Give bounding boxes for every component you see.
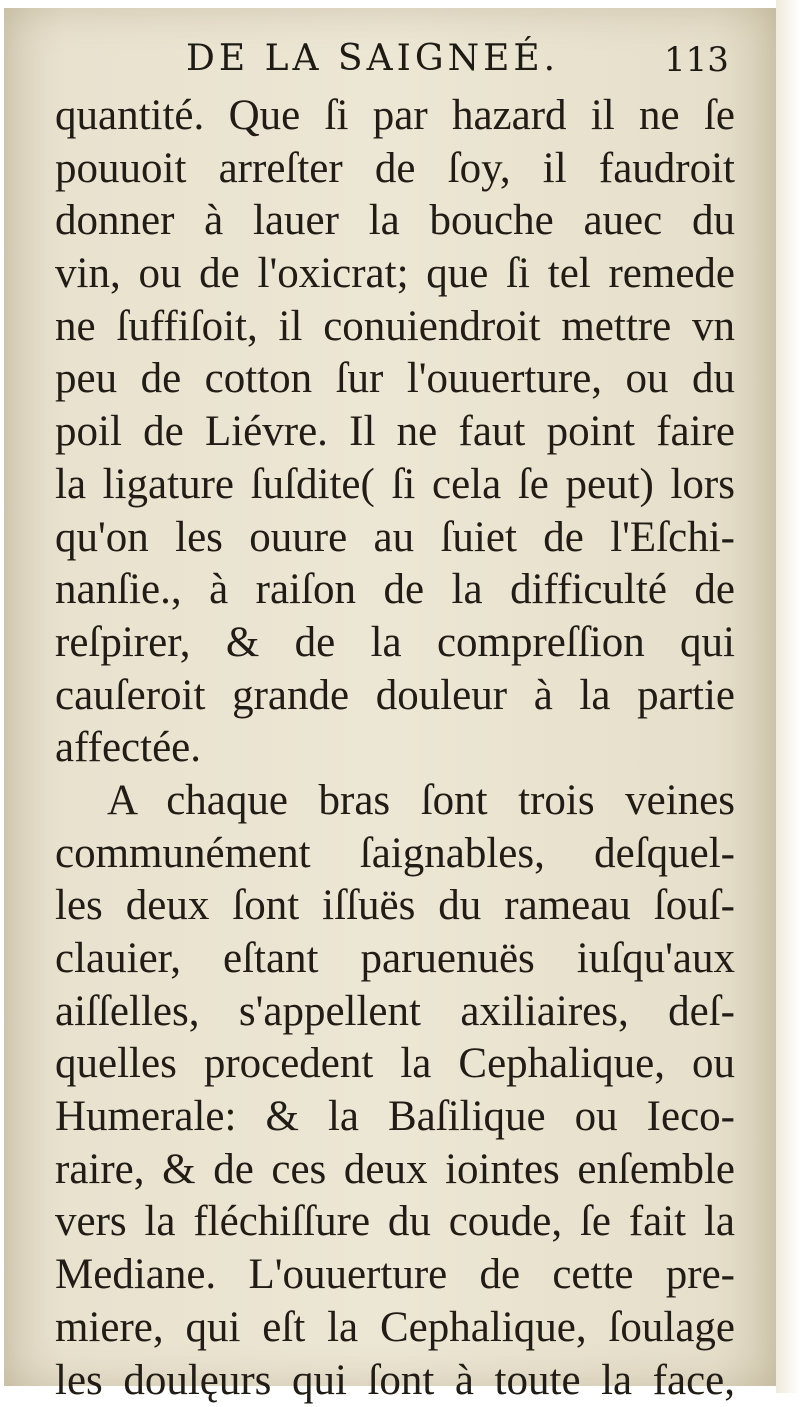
running-head: DE LA SAIGNEÉ. bbox=[186, 38, 559, 79]
text-line: reſpirer, & de la compreſſion qui bbox=[55, 617, 735, 670]
text-line: nanſie., à raiſon de la difficulté de bbox=[55, 564, 735, 617]
page-margin bbox=[776, 0, 800, 1393]
text-line: Mediane. L'ouuerture de cette pre- bbox=[55, 1249, 735, 1302]
text-line: miere, qui eſt la Cephalique, ſoulage bbox=[55, 1302, 735, 1355]
text-line: donner à lauer la bouche auec du bbox=[55, 195, 735, 248]
text-line: les doulęurs qui ſont à toute la face, bbox=[55, 1355, 735, 1407]
paragraph-start-line: A chaque bras ſont trois veines bbox=[55, 775, 735, 828]
text-line: pouuoit arreſter de ſoy, il faudroit bbox=[55, 143, 735, 196]
text-line: aiſſelles, s'appellent axiliaires, deſ- bbox=[55, 986, 735, 1039]
text-line: cauſeroit grande douleur à la partie bbox=[55, 670, 735, 723]
text-line: les deux ſont iſſuës du rameau ſouſ- bbox=[55, 880, 735, 933]
text-line: peu de cotton ſur l'ouuerture, ou du bbox=[55, 353, 735, 406]
page-number: 113 bbox=[664, 40, 729, 80]
text-line: Humerale: & la Baſilique ou Ieco- bbox=[55, 1091, 735, 1144]
text-line: quelles procedent la Cephalique, ou bbox=[55, 1038, 735, 1091]
text-line: vin, ou de l'oxicrat; que ſi tel remede bbox=[55, 248, 735, 301]
text-line: raire, & de ces deux iointes enſemble bbox=[55, 1144, 735, 1197]
body-text bbox=[55, 90, 735, 1407]
text-line: ne ſuffiſoit, il conuiendroit mettre vn bbox=[55, 301, 735, 354]
text-line: poil de Liévre. Il ne faut point faire bbox=[55, 406, 735, 459]
text-line: la ligature ſuſdite( ſi cela ſe peut) lors bbox=[55, 459, 735, 512]
paragraph-end-line: affectée. bbox=[55, 722, 735, 775]
text-line: communément ſaignables, deſquel- bbox=[55, 828, 735, 881]
page-header bbox=[0, 38, 800, 88]
text-line: vers la fléchiſſure du coude, ſe fait la bbox=[55, 1196, 735, 1249]
text-line: clauier, eſtant paruenuës iuſqu'aux bbox=[55, 933, 735, 986]
text-line: quantité. Que ſi par hazard il ne ſe bbox=[55, 90, 735, 143]
text-line: qu'on les ouure au ſuiet de l'Eſchi- bbox=[55, 512, 735, 565]
